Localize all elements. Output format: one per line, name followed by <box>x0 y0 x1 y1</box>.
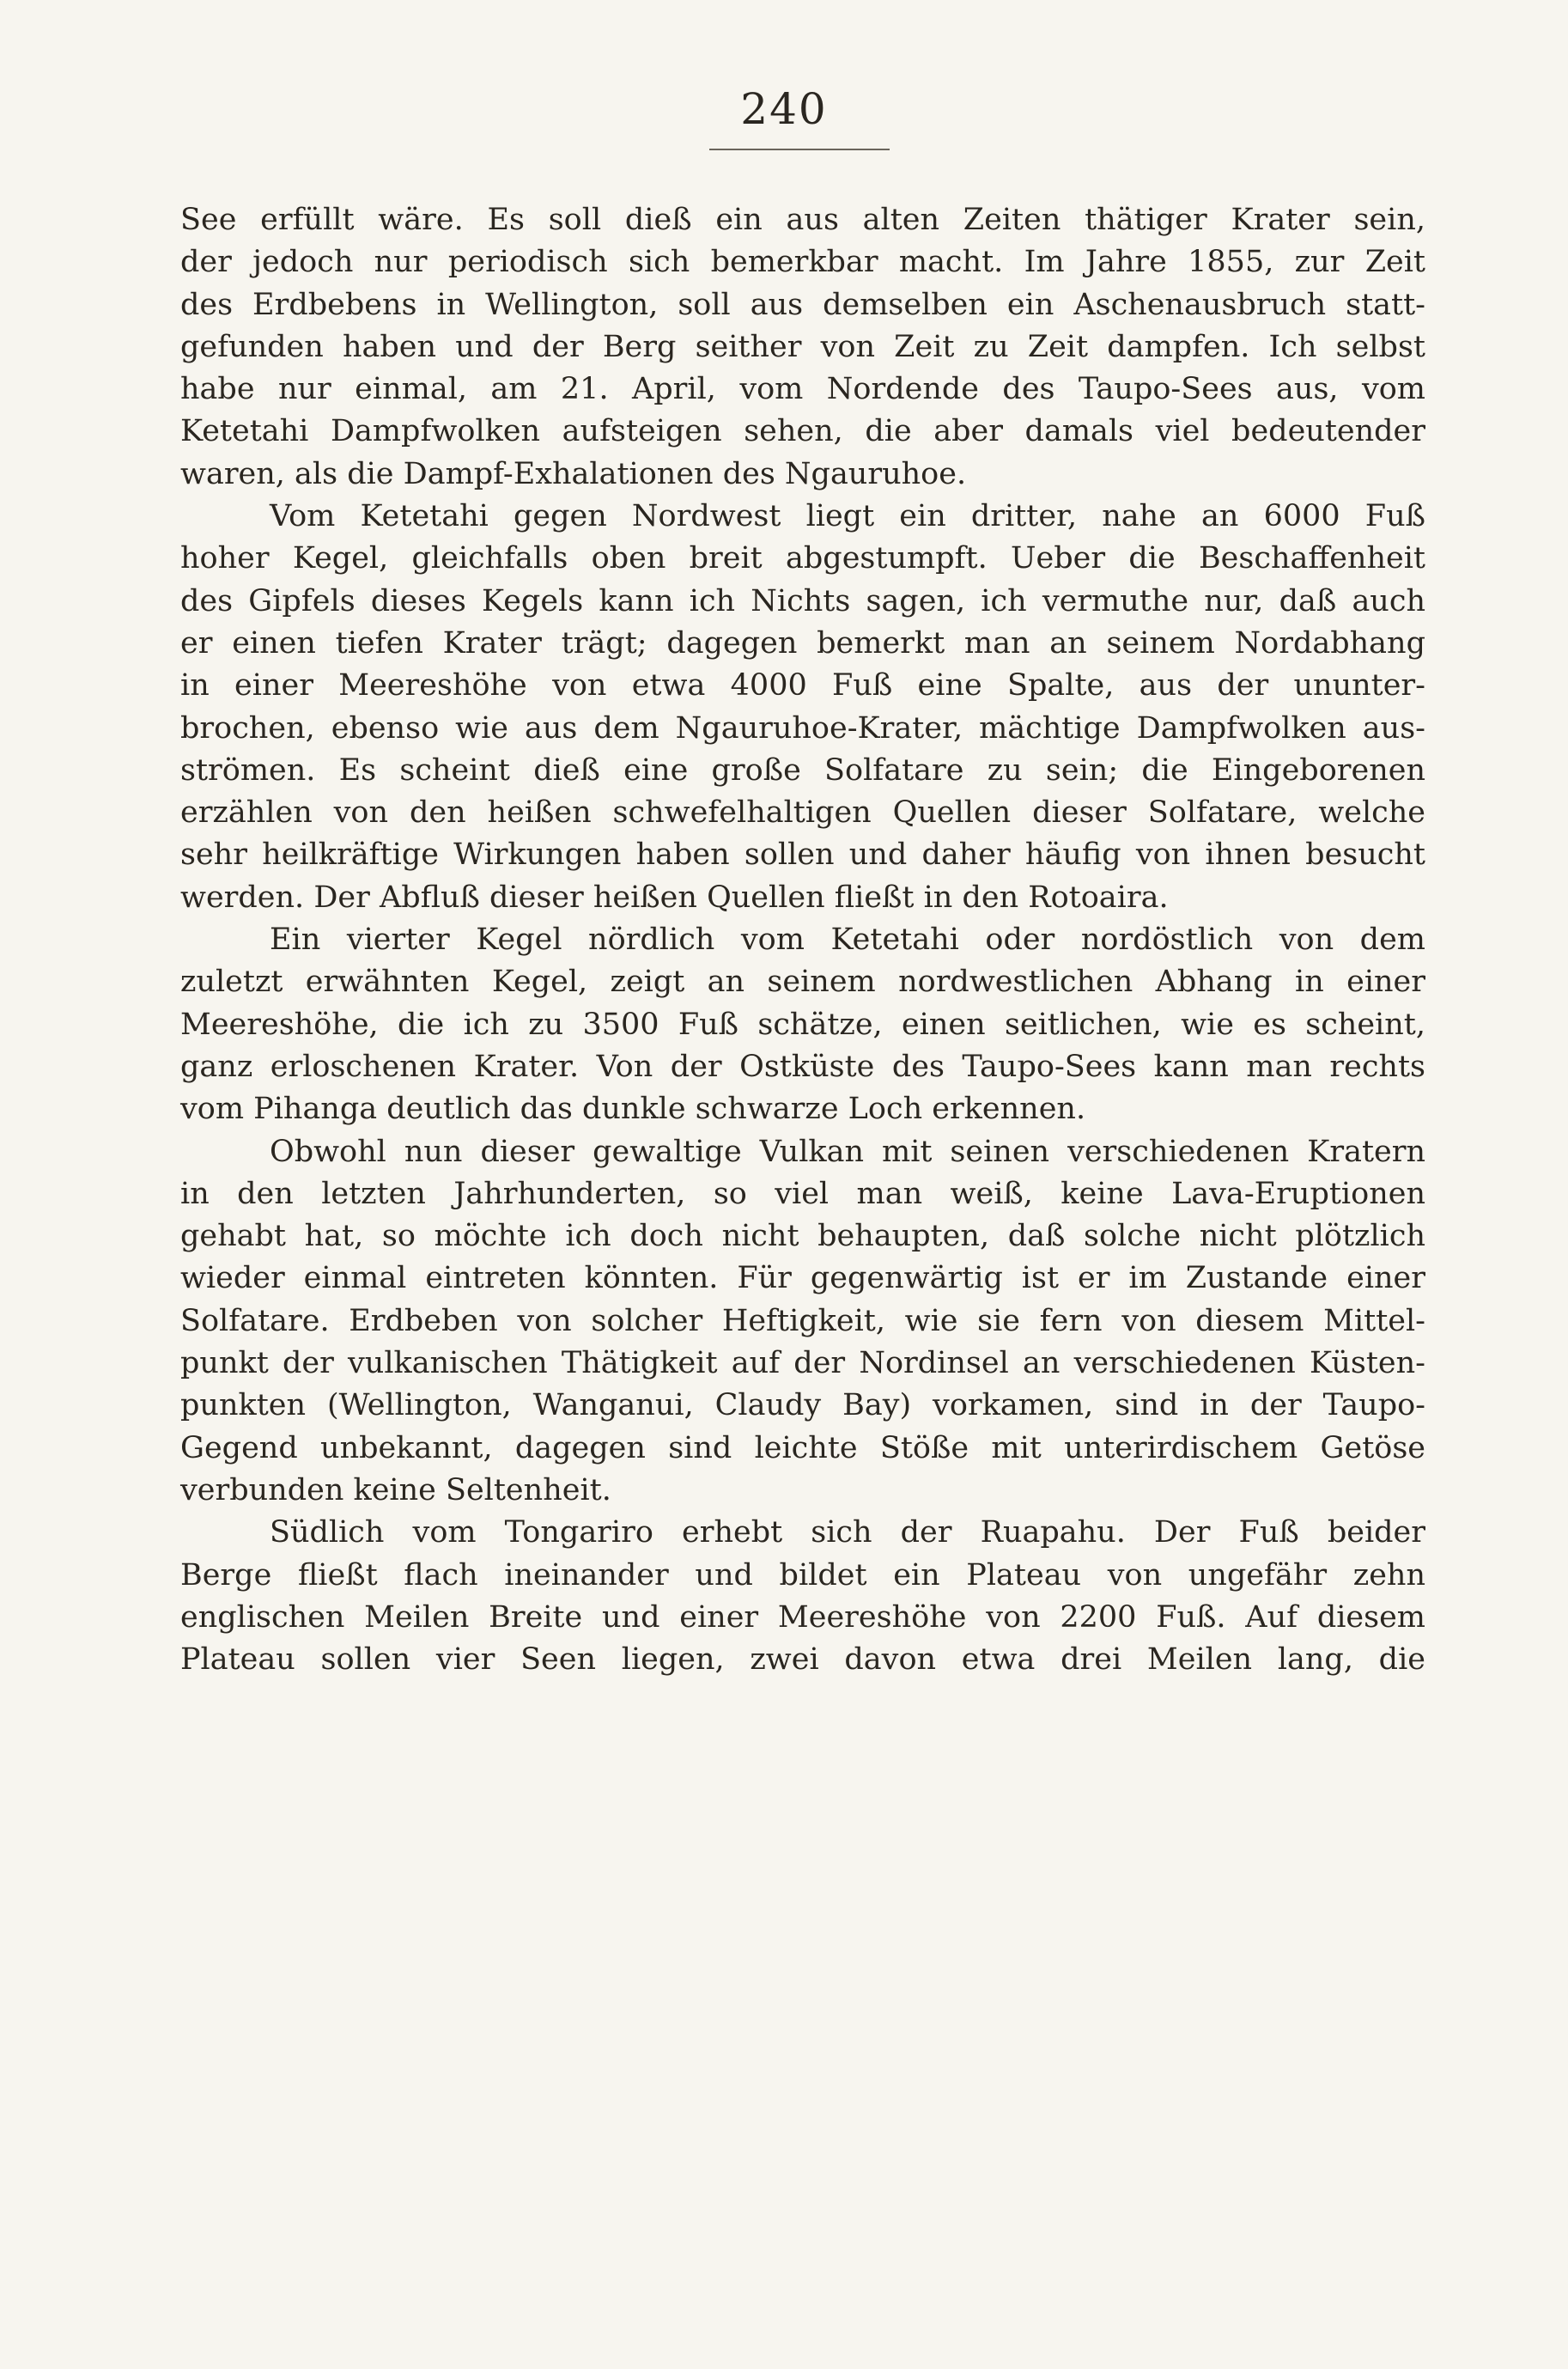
text-line: wieder einmal eintreten könnten. Für gegenwärtig ist er im Zustande einer <box>180 1261 1425 1296</box>
text-line: er einen tiefen Krater trägt; dagegen bemerkt man an seinem Nordabhang <box>180 625 1425 661</box>
text-line: sehr heilkräftige Wirkungen haben sollen und daher häufig von ihnen besucht <box>180 837 1425 873</box>
text-line: ganz erloschenen Krater. Von der Ostküste des Taupo-Sees kann man rechts <box>180 1049 1425 1084</box>
text-line: strömen. Es scheint dieß eine große Solfatare zu sein; die Eingeborenen <box>180 752 1425 788</box>
text-line: Solfatare. Erdbeben von solcher Heftigkeit, wie sie fern von diesem Mittel- <box>180 1303 1425 1338</box>
text-line: punkt der vulkanischen Thätigkeit auf der Nordinsel an verschiedenen Küsten- <box>180 1346 1425 1381</box>
text-line: erzählen von den heißen schwefelhaltigen Quellen dieser Solfatare, welche <box>180 795 1425 831</box>
text-line: Plateau sollen vier Seen liegen, zwei davon etwa drei Meilen lang, die <box>180 1642 1425 1678</box>
text-line: zuletzt erwähnten Kegel, zeigt an seinem nordwestlichen Abhang in einer <box>180 965 1425 1000</box>
text-line: hoher Kegel, gleichfalls oben breit abgestumpft. Ueber die Beschaffenheit <box>180 541 1425 576</box>
header-rule <box>709 149 890 150</box>
text-line: der jedoch nur periodisch sich bemerkbar macht. Im Jahre 1855, zur Zeit <box>180 245 1425 280</box>
text-line: waren, als die Dampf-Exhalationen des Ngauruhoe. <box>180 456 967 491</box>
text-line: in den letzten Jahrhunderten, so viel man weiß, keine Lava-Eruptionen <box>180 1176 1425 1211</box>
text-line: See erfüllt wäre. Es soll dieß ein aus alten Zeiten thätiger Krater sein, <box>180 203 1425 237</box>
text-line: des Gipfels dieses Kegels kann ich Nichts sagen, ich vermuthe nur, daß auch <box>180 583 1425 618</box>
text-line: gefunden haben und der Berg seither von Zeit zu Zeit dampfen. Ich selbst <box>180 329 1425 364</box>
page-number: 240 <box>740 84 828 134</box>
text-line: vom Pihanga deutlich das dunkle schwarze Loch erkennen. <box>180 1092 1086 1127</box>
text-line: verbunden keine Seltenheit. <box>180 1472 611 1507</box>
text-line: Meereshöhe, die ich zu 3500 Fuß schätze, einen seitlichen, wie es scheint, <box>180 1007 1425 1042</box>
text-line: Vom Ketetahi gegen Nordwest liegt ein dritter, nahe an 6000 Fuß <box>270 499 1425 534</box>
text-line: brochen, ebenso wie aus dem Ngauruhoe-Krater, mächtige Dampfwolken aus- <box>180 710 1425 746</box>
text-line: Ein vierter Kegel nördlich vom Ketetahi oder nordöstlich von dem <box>270 923 1425 958</box>
body-text <box>180 199 1425 1681</box>
text-line: gehabt hat, so möchte ich doch nicht behaupten, daß solche nicht plötzlich <box>180 1219 1425 1254</box>
text-line: in einer Meereshöhe von etwa 4000 Fuß eine Spalte, aus der ununter- <box>180 668 1425 703</box>
text-line: Ketetahi Dampfwolken aufsteigen sehen, die aber damals viel bedeutender <box>180 414 1425 449</box>
text-line: punkten (Wellington, Wanganui, Claudy Bay) vorkamen, sind in der Taupo- <box>180 1388 1425 1423</box>
text-line: des Erdbebens in Wellington, soll aus demselben ein Aschenausbruch statt- <box>180 287 1425 322</box>
text-line: Gegend unbekannt, dagegen sind leichte Stöße mit unterirdischem Getöse <box>180 1430 1425 1465</box>
text-line: Obwohl nun dieser gewaltige Vulkan mit seinen verschiedenen Kratern <box>270 1134 1425 1169</box>
text-line: englischen Meilen Breite und einer Meereshöhe von 2200 Fuß. Auf diesem <box>180 1599 1425 1635</box>
text-line: werden. Der Abfluß dieser heißen Quellen fließt in den Rotoaira. <box>180 880 1169 915</box>
text-line: habe nur einmal, am 21. April, vom Nordende des Taupo-Sees aus, vom <box>180 372 1425 407</box>
text-line: Berge fließt flach ineinander und bildet ein Plateau von ungefähr zehn <box>180 1557 1425 1593</box>
text-line: Südlich vom Tongariro erhebt sich der Ruapahu. Der Fuß beider <box>270 1515 1425 1550</box>
